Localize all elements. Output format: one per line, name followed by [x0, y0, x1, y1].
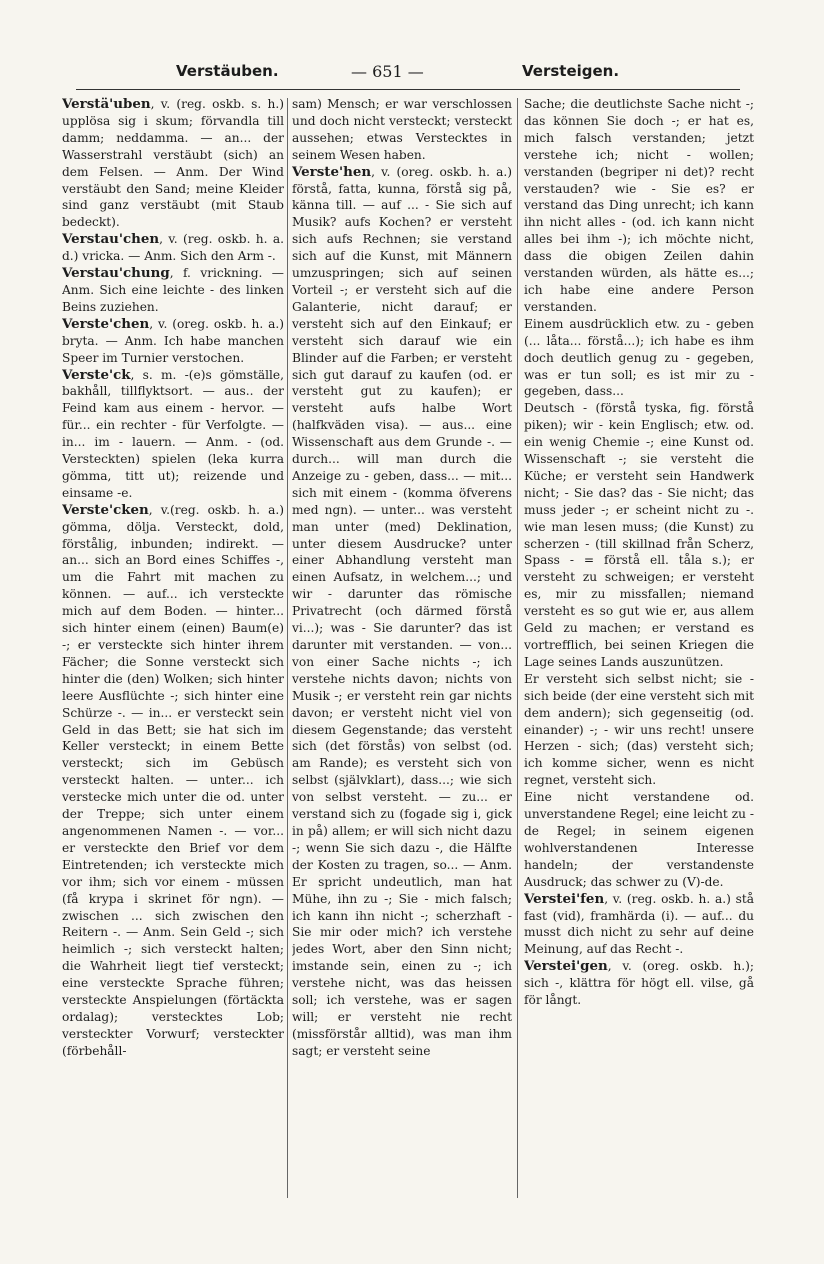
entry-text: Einem ausdrücklich etw. zu - geben (... låta... förstå...); ich habe es ihm doch deutlich genug zu - gegeben, was er tun soll; es ist mir zu - gegeben, dass... — [524, 316, 754, 399]
column-2 — [292, 96, 512, 1208]
header-left-guideword: Verstäuben. — [176, 62, 279, 80]
dictionary-entry — [62, 502, 284, 1060]
dictionary-entry — [62, 265, 284, 316]
entry-text: , v. (oreg. oskb. h.); sich -, klättra för högt ell. vilse, gå för långt. — [524, 959, 754, 1008]
entry-text: , v. (oreg. oskb. h. a.) förstå, fatta, kunna, förstå sig på, känna till. — auf ... - Sie sich auf Musik? aufs Kochen? er versteht sich aufs Rechnen; sie verstand sich auf die Kunst, mit Männern umzuspringen; sich auf seinen Vorteil -; er versteht sich auf die Galanterie, nicht darauf; er versteht sich auf den Einkauf; er versteht sich darauf wie ein Blinder auf die Farben; er versteht sich gut darauf zu kaufen (od. er versteht gut zu kaufen); er versteht aufs halbe Wort (halfkväden visa). — aus... eine Wissenschaft aus dem Grunde -. — durch... will man durch die Anzeige zu - geben, dass... — mit... sich mit einem - (komma öfverens med ngn). — unter... was versteht man unter (med) Deklination, unter diesem Ausdrucke? unter einer Abhandlung versteht man einen Aufsatz, in welchem...; und wir - darunter das römische Privatrecht (och därmed förstå vi...); was - Sie darunter? das ist darunter mit verstanden. — von... von einer Sache nichts -; ich verstehe nichts davon; nichts von Musik -; er versteht rein gar nichts davon; er versteht nicht viel von diesem Gegenstande; das versteht sich (det förstås) von selbst (od. am Rande); es versteht sich von selbst (självklart), dass...; wie sich von selbst versteht. — zu... er verstand sich zu (fogade sig i, gick in på) allem; er will sich nicht dazu -; wenn Sie sich dazu -, die Hälfte der Kosten zu tragen, so... — Anm. Er spricht undeutlich, man hat Mühe, ihn zu -; Sie - mich falsch; ich kann ihn nicht -; scherzhaft - Sie mir oder mich? ich verstehe jedes Wort, aber den Sinn nicht; imstande sein, einen zu -; ich verstehe nicht, was das heissen soll; ich verstehe, was er sagen will; er versteht nie recht (missförstår alltid), was man ihm sagt; er versteht seine — [292, 164, 512, 1058]
entry-text: , v.(reg. oskb. h. a.) gömma, dölja. Versteckt, dold, förstålig, inbunden; indirekt. — an... sich an Bord eines Schiffes -, um die Fahrt mit machen zu können. — auf... ich versteckte mich auf dem Boden. — hinter... sich hinter einem (einen) Baum(e) -; er versteckte sich hinter ihrem Fächer; die Sonne versteckt sich hinter die (den) Wolken; sich hinter leere Ausflüchte -; sich hinter eine Schürze -. — in... er versteckt sein Geld in das Bett; sie hat sich im Keller versteckt; in einem Bette versteckt; sich im Gebüsch versteckt halten. — unter... ich verstecke mich unter die od. unter der Treppe; sich unter einem angenommenen Namen -. — vor... er versteckte den Brief vor dem Eintretenden; ich versteckte mich vor ihm; sich vor einem - müssen (få krypa i skrinet för ngn). — zwischen ... sich zwischen den Reitern -. — Anm. Sein Geld -; sich heimlich -; sich versteckt halten; die Wahrheit liegt tief versteckt; eine versteckte Sprache führen; versteckte Anspielungen (förtäckta ordalag); verstecktes Lob; versteckter Vorwurf; versteckter (förbehåll- — [62, 502, 284, 1058]
dictionary-entry-continuation — [524, 96, 754, 316]
entry-headword: Verstei'fen — [524, 890, 605, 907]
entry-headword: Verstei'gen — [524, 958, 608, 975]
entry-headword: Verste'ck — [62, 366, 131, 383]
entry-text: Eine nicht verstandene od. unverstandene Regel; eine leicht zu -de Regel; in seinem eigenen wohlverstandenen Interesse handeln; der verstandenste Ausdruck; das schwer zu (V)-de. — [524, 790, 754, 889]
entry-subparagraph — [524, 316, 754, 401]
entry-headword: Verste'chen — [62, 315, 150, 332]
entry-text: , s. m. -(e)s gömställe, bakhåll, tillflyktsort. — aus.. der Feind kam aus einem - hervor. — für... ein rechter - für Verfolgte. — in... im - lauern. — Anm. - (od. Versteckten) spielen (leka kurra gömma, titt ut); reizende und einsame -e. — [62, 367, 284, 500]
entry-text: , v. (reg. oskb. h. a. d.) vricka. — Anm. Sich den Arm -. — [62, 232, 284, 264]
dictionary-entry — [524, 891, 754, 959]
page-number: — 651 — — [351, 62, 424, 81]
entry-headword: Verste'cken — [62, 501, 149, 518]
column-3 — [524, 96, 754, 1208]
dictionary-entry — [62, 96, 284, 231]
entry-subparagraph — [524, 789, 754, 890]
dictionary-entry — [62, 231, 284, 265]
dictionary-entry — [62, 316, 284, 367]
header-right-guideword: Versteigen. — [522, 62, 620, 80]
entry-headword: Verstä'uben — [62, 96, 151, 112]
dictionary-entry — [292, 164, 512, 1060]
entry-text: Deutsch - (förstå tyska, fig. förstå piken); wir - kein Englisch; etw. od. ein wenig Chemie -; eine Kunst od. Wissenschaft -; sie versteht die Küche; er versteht sein Handwerk nicht; - Sie das? das - Sie nicht; das muss jeder -; er scheint nicht zu -. wie man lesen muss; (die Kunst) zu scherzen - (till skillnad från Scherz, Spass - = förstå ell. tåla s.); er versteht zu schweigen; er versteht es, mir zu missfallen; niemand versteht es so gut wie er, aus allem Geld zu machen; er verstand es vortrefflich, bei seinen Kriegen die Lage seines Lands auszunützen. — [524, 401, 754, 669]
column-divider — [287, 98, 288, 1198]
entry-headword: Verstau'chung — [62, 265, 170, 282]
entry-text: sam) Mensch; er war verschlossen und doch nicht versteckt; versteckt aussehen; etwas Verstecktes in seinem Wesen haben. — [292, 97, 512, 162]
entry-text: Er versteht sich selbst nicht; sie - sich beide (der eine versteht sich mit dem andern); sich gegenseitig (od. einander) -; - wir uns recht! unsere Herzen - sich; (das) versteht sich; ich komme sicher, wenn es nicht regnet, versteht sich. — [524, 671, 754, 788]
page-header — [176, 62, 736, 86]
dictionary-entry-continuation — [292, 96, 512, 164]
entry-text: , v. (reg. oskb. s. h.) upplösa sig i skum; förvandla till damm; neddamma. — an... der Wasserstrahl verstäubt (sich) an dem Felsen. — Anm. Der Wind verstäubt den Sand; meine Kleider sind ganz verstäubt (mit Staub bedeckt). — [62, 97, 284, 230]
entry-text: , v. (reg. oskb. h. a.) stå fast (vid), framhärda (i). — auf... du musst dich nicht zu sehr auf deine Meinung, auf das Recht -. — [524, 891, 754, 957]
column-divider — [517, 98, 518, 1198]
entry-text: , v. (oreg. oskb. h. a.) bryta. — Anm. Ich habe manchen Speer im Turnier verstochen. — [62, 316, 284, 365]
header-rule — [76, 89, 740, 90]
entry-headword: Verstau'chen — [62, 231, 160, 248]
entry-text: Sache; die deutlichste Sache nicht -; das können Sie doch -; er hat es, mich falsch verstanden; jetzt verstehe ich; nicht - wollen; verstanden (begriper ni det)? recht verstauden? wie - Sie es? er verstand das Ding unrecht; ich kann ihn nicht alles - (od. ich kann nicht alles bei ihm -); ich möchte nicht, dass die obigen Zeilen dahin verstanden würden, als hätte es...; ich habe eine andere Person verstanden. — [524, 97, 754, 314]
column-1 — [62, 96, 284, 1208]
entry-text: , f. vrickning. — Anm. Sich eine leichte - des linken Beins zuziehen. — [62, 266, 284, 314]
entry-subparagraph — [524, 671, 754, 789]
entry-headword: Verste'hen — [292, 163, 372, 180]
dictionary-entry — [524, 958, 754, 1009]
entry-subparagraph — [524, 400, 754, 671]
dictionary-entry — [62, 367, 284, 502]
